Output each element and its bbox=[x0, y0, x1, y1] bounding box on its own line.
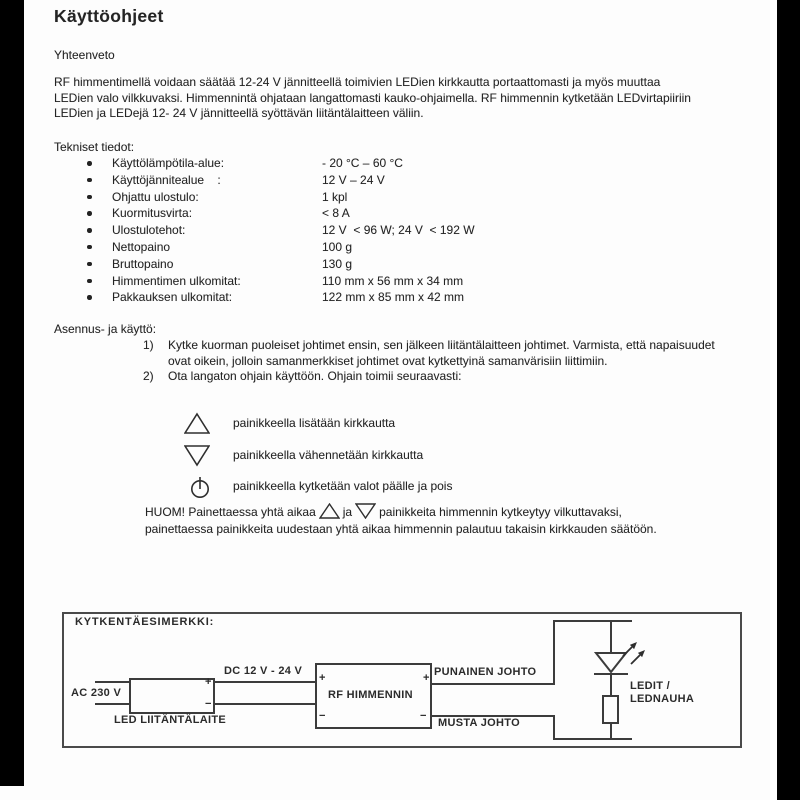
bullet-icon bbox=[87, 279, 92, 284]
led-driver-box bbox=[129, 678, 215, 714]
spec-row bbox=[54, 223, 614, 240]
power-icon bbox=[189, 476, 211, 502]
spec-row bbox=[54, 274, 614, 291]
install-step bbox=[143, 369, 723, 385]
button-description: painikkeella lisätään kirkkautta bbox=[233, 416, 396, 430]
spec-row bbox=[54, 206, 614, 223]
wire-ac-bottom bbox=[95, 703, 130, 705]
dimmer-minus-in: − bbox=[319, 710, 326, 722]
bullet-icon bbox=[87, 245, 92, 250]
huom-note bbox=[145, 503, 673, 537]
note-text: painikkeita himmennin kytkeytyy vilkuttavaksi, painettaessa painikkeita uudestaan yhtä aikaa himmennin palautuu takaisin kirkkauden säätöön. bbox=[145, 505, 657, 536]
wire-red bbox=[432, 683, 555, 685]
red-wire-label: PUNAINEN JOHTO bbox=[434, 666, 537, 678]
wire-red-riser bbox=[553, 620, 555, 685]
driver-plus-terminal: + bbox=[205, 676, 212, 688]
spec-label: Kuormitusvirta: bbox=[112, 206, 193, 221]
note-text: ja bbox=[342, 505, 353, 519]
wire-led-resistor bbox=[610, 675, 612, 697]
bullet-icon bbox=[87, 178, 92, 183]
install-heading: Asennus- ja käyttö: bbox=[54, 322, 157, 336]
spec-label: Pakkauksen ulkomitat: bbox=[112, 290, 233, 305]
wire-ac-top bbox=[95, 681, 130, 683]
led-driver-label: LED LIITÄNTÄLAITE bbox=[114, 714, 227, 726]
spec-label: Käyttölämpötila-alue: bbox=[112, 156, 225, 170]
triangle-down-icon bbox=[355, 503, 376, 519]
spec-row bbox=[54, 240, 614, 257]
spec-value: 100 g bbox=[322, 239, 353, 254]
letterbox-left bbox=[0, 0, 24, 786]
specs-heading: Tekniset tiedot: bbox=[54, 140, 135, 154]
install-step bbox=[143, 338, 723, 369]
step-text: Ota langaton ohjain käyttöön. Ohjain toimii seuraavasti: bbox=[168, 369, 462, 383]
wire-dc-bottom bbox=[215, 703, 317, 705]
led-strip-label bbox=[630, 680, 694, 706]
bullet-icon bbox=[87, 295, 92, 300]
spec-value: < 8 A bbox=[322, 206, 350, 221]
wire-bottom bbox=[553, 738, 632, 740]
spec-value: 1 kpl bbox=[322, 189, 348, 204]
spec-row bbox=[54, 290, 614, 307]
spec-value: 12 V < 96 W; 24 V < 192 W bbox=[322, 223, 475, 238]
led-strip-label-line1: LEDIT / bbox=[630, 680, 670, 692]
button-description: painikkeella kytketään valot päälle ja pois bbox=[233, 479, 453, 493]
spec-label: Bruttopaino bbox=[112, 256, 174, 271]
step-text: Kytke kuorman puoleiset johtimet ensin, sen jälkeen liitäntälaitteen johtimet. Varmista, että napaisuudet ovat oikein, jolloin samanmerkkiset johtimet ovat kytkettyinä samanvärisiin liittimiin. bbox=[168, 338, 715, 368]
wire-resistor-bottom bbox=[610, 724, 612, 740]
letterbox-right bbox=[777, 0, 800, 800]
spec-label: Nettopaino bbox=[112, 239, 171, 254]
step-number: 1) bbox=[143, 338, 154, 352]
wiring-diagram bbox=[62, 612, 742, 748]
spec-value: 110 mm x 56 mm x 34 mm bbox=[322, 273, 464, 288]
ac-source-label: AC 230 V bbox=[71, 687, 122, 699]
spec-label: Käyttöjännitealue : bbox=[112, 172, 221, 187]
diagram-title: KYTKENTÄESIMERKKI: bbox=[75, 616, 215, 628]
triangle-up-icon bbox=[184, 412, 210, 438]
install-steps bbox=[143, 338, 723, 385]
bullet-icon bbox=[87, 161, 92, 166]
triangle-up-icon bbox=[319, 503, 340, 519]
bullet-icon bbox=[87, 211, 92, 216]
dc-voltage-label: DC 12 V - 24 V bbox=[224, 665, 303, 677]
step-number: 2) bbox=[143, 369, 154, 383]
spec-row bbox=[54, 190, 614, 207]
light-emission-arrows-icon bbox=[620, 636, 652, 671]
driver-minus-terminal: − bbox=[205, 698, 212, 710]
led-strip-label-line2: LEDNAUHA bbox=[630, 693, 695, 705]
intro-paragraph: RF himmentimellä voidaan säätää 12-24 V jännitteellä toimivien LEDien kirkkautta portaattomasti ja myös muuttaa LEDien valo vilkkuvaksi. Himmennintä ohjataan langattomasti kauko-ohjaimella. RF himmennin kytketään LEDvirtapiiriin LEDien ja LEDejä 12- 24 V jännitteellä syöttävän liitäntälaitteen väliin. bbox=[54, 75, 691, 120]
spec-row bbox=[54, 257, 614, 274]
wire-led-anode bbox=[610, 620, 612, 653]
rf-dimmer-label: RF HIMMENNIN bbox=[328, 689, 413, 701]
page-title: Käyttöohjeet bbox=[54, 6, 164, 26]
spec-label: Himmentimen ulkomitat: bbox=[112, 273, 241, 288]
spec-value: 12 V – 24 V bbox=[322, 172, 385, 187]
note-text: HUOM! Painettaessa yhtä aikaa bbox=[145, 505, 316, 519]
wire-top bbox=[553, 620, 632, 622]
dimmer-plus-out: + bbox=[423, 672, 430, 684]
spec-row bbox=[54, 173, 614, 190]
button-description: painikkeella vähennetään kirkkautta bbox=[233, 448, 424, 462]
resistor bbox=[602, 695, 619, 724]
spec-row bbox=[54, 156, 614, 173]
dimmer-minus-out: − bbox=[420, 710, 427, 722]
triangle-down-icon bbox=[184, 444, 210, 470]
wire-dc-top bbox=[215, 681, 317, 683]
black-wire-label: MUSTA JOHTO bbox=[438, 717, 520, 729]
spec-value: 130 g bbox=[322, 256, 353, 271]
spec-value: - 20 °C – 60 °C bbox=[322, 156, 403, 170]
bullet-icon bbox=[87, 195, 92, 200]
bullet-icon bbox=[87, 262, 92, 267]
bullet-icon bbox=[87, 228, 92, 233]
spec-label: Ulostulotehot: bbox=[112, 223, 186, 238]
wire-black-riser bbox=[553, 715, 555, 740]
specs-list bbox=[54, 156, 614, 307]
spec-value: 122 mm x 85 mm x 42 mm bbox=[322, 290, 465, 305]
dimmer-plus-in: + bbox=[319, 672, 326, 684]
summary-heading: Yhteenveto bbox=[54, 48, 115, 62]
spec-label: Ohjattu ulostulo: bbox=[112, 189, 199, 204]
